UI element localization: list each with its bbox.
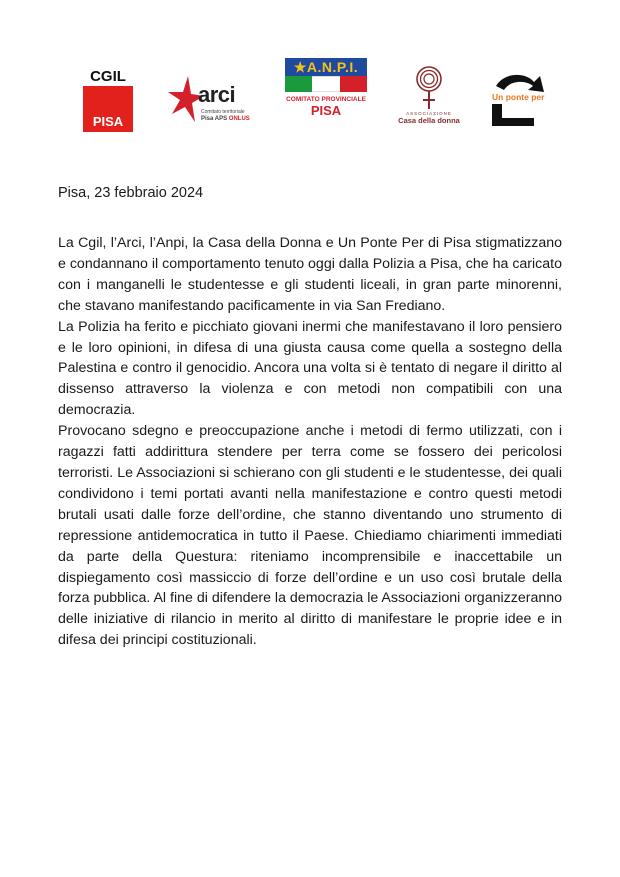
logo-bar [0,58,620,138]
anpi-logo-name: ★A.N.P.I. [285,58,367,76]
anpi-logo-city: PISA [310,103,342,118]
arci-logo [168,74,252,130]
letter-body [58,233,562,651]
arci-logo-sub: Comitato territoriale [201,109,245,115]
italian-flag-icon [285,76,367,92]
casa-logo-name: Casa della donna [398,116,460,125]
cgil-logo [83,68,133,132]
cgil-logo-name: CGIL [90,68,126,85]
ponte-logo-name: Un ponte per [492,92,545,102]
anpi-logo-sub: COMITATO PROVINCIALE [286,96,366,103]
casa-logo-sub: ASSOCIAZIONE [406,111,452,116]
letter-date: Pisa, 23 febbraio 2024 [58,185,204,201]
arci-logo-sub2 [201,116,250,122]
arci-logo-onlus: ONLUS [228,116,250,122]
casa-della-donna-logo [398,66,460,132]
arci-logo-name: arci [198,82,236,107]
venus-symbol-icon [414,66,444,110]
paragraph: La Cgil, l’Arci, l’Anpi, la Casa della Donna e Un Ponte Per di Pisa stigmatizzano e condannano il comportamento tenuto oggi dalla Polizia a Pisa, che ha caricato con i manganelli le studentesse e gli studenti liceali, in gran parte minorenni, che stavano manifestando pacificamente in via San Frediano. [58,235,562,314]
paragraph: La Polizia ha ferito e picchiato giovani inermi che manifestavano il loro pensiero e le loro opinioni, in difesa di una giusta causa come quella a sostegno della Palestina e contro il genocidio. Ancora una volta si è tentato di negare il diritto al dissenso attraverso la violenza e con metodi non compatibili con una democrazia. [58,318,562,419]
anpi-logo [285,58,367,128]
cgil-logo-city: PISA [92,114,124,129]
arci-logo-city: Pisa APS [201,116,228,122]
paragraph: Provocano sdegno e preoccupazione anche i metodi di fermo utilizzati, con i ragazzi fatti addirittura stendere per terra come se fossero dei pericolosi terroristi. Le Associazioni si schierano con gli studenti e le studentesse, dei quali condividono i temi portati avanti nella manifestazione e contro questi metodi brutali usati dalle forze dell’ordine, che stanno diventando uno strumento di repressione antidemocratica in tutto il Paese. Chiediamo chiarimenti immediati da parte della Questura: riteniamo incomprensibile e inaccettabile un dispiegamento così massiccio di forze dell’ordine e un uso così brutale della forza pubblica. Al fine di difendere la democrazia le Associazioni organizzeranno delle iniziative di rilancio in merito al diritto di manifestare le proprie idee e in difesa dei principi costituzionali. [58,423,562,649]
un-ponte-per-logo [490,68,552,130]
cgil-logo-box [83,86,133,132]
